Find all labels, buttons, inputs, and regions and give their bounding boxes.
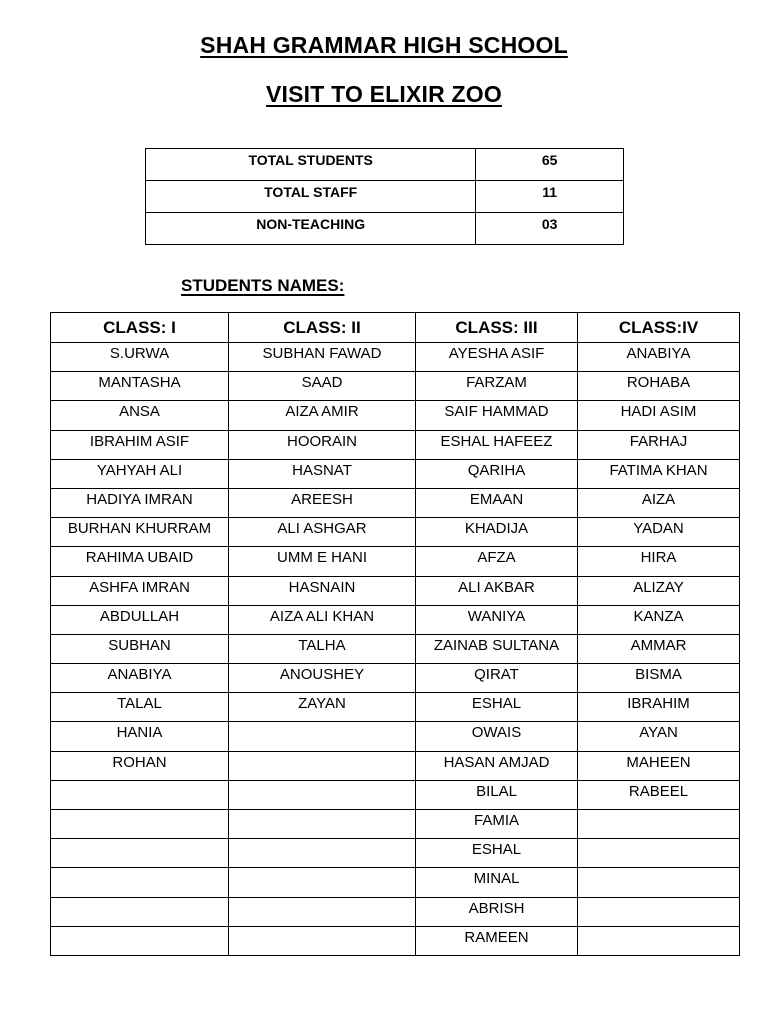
table-row bbox=[51, 459, 740, 488]
student-name-cell bbox=[51, 780, 229, 809]
student-name-cell: BILAL bbox=[416, 780, 578, 809]
student-name-cell bbox=[578, 839, 740, 868]
student-name-cell bbox=[51, 839, 229, 868]
summary-row bbox=[146, 149, 624, 181]
student-name-cell: ALI AKBAR bbox=[416, 576, 578, 605]
table-row bbox=[51, 897, 740, 926]
student-name-cell bbox=[51, 926, 229, 955]
table-row bbox=[51, 926, 740, 955]
student-name-cell: MANTASHA bbox=[51, 372, 229, 401]
student-name-cell: BISMA bbox=[578, 664, 740, 693]
student-name-cell: HIRA bbox=[578, 547, 740, 576]
table-row bbox=[51, 722, 740, 751]
student-name-cell bbox=[229, 839, 416, 868]
student-name-cell: AIZA ALI KHAN bbox=[229, 605, 416, 634]
student-name-cell: SUBHAN bbox=[51, 634, 229, 663]
summary-label: TOTAL STAFF bbox=[146, 181, 476, 213]
student-name-cell bbox=[229, 868, 416, 897]
student-name-cell: FAMIA bbox=[416, 810, 578, 839]
student-name-cell: FARHAJ bbox=[578, 430, 740, 459]
student-name-cell bbox=[229, 751, 416, 780]
student-name-cell: YAHYAH ALI bbox=[51, 459, 229, 488]
student-name-cell: EMAAN bbox=[416, 488, 578, 517]
student-name-cell: ZAYAN bbox=[229, 693, 416, 722]
table-row bbox=[51, 372, 740, 401]
student-name-cell: TALAL bbox=[51, 693, 229, 722]
student-name-cell: ESHAL bbox=[416, 839, 578, 868]
summary-value: 65 bbox=[476, 149, 624, 181]
student-name-cell: HASNAT bbox=[229, 459, 416, 488]
students-table bbox=[50, 312, 740, 956]
student-name-cell: MAHEEN bbox=[578, 751, 740, 780]
table-row bbox=[51, 868, 740, 897]
student-name-cell bbox=[578, 926, 740, 955]
student-name-cell: RABEEL bbox=[578, 780, 740, 809]
school-name-title: SHAH GRAMMAR HIGH SCHOOL bbox=[200, 32, 568, 58]
class-header: CLASS: I bbox=[51, 313, 229, 343]
student-name-cell: S.URWA bbox=[51, 343, 229, 372]
student-name-cell: QIRAT bbox=[416, 664, 578, 693]
students-table-body bbox=[51, 343, 740, 956]
student-name-cell bbox=[229, 722, 416, 751]
student-name-cell: SAIF HAMMAD bbox=[416, 401, 578, 430]
student-name-cell: KHADIJA bbox=[416, 518, 578, 547]
student-name-cell: ALIZAY bbox=[578, 576, 740, 605]
student-name-cell bbox=[229, 926, 416, 955]
student-name-cell: AFZA bbox=[416, 547, 578, 576]
student-name-cell bbox=[578, 868, 740, 897]
student-name-cell: ANOUSHEY bbox=[229, 664, 416, 693]
student-name-cell: ANABIYA bbox=[578, 343, 740, 372]
table-row bbox=[51, 839, 740, 868]
student-name-cell: MINAL bbox=[416, 868, 578, 897]
student-name-cell bbox=[578, 810, 740, 839]
student-name-cell bbox=[51, 868, 229, 897]
table-row bbox=[51, 343, 740, 372]
student-name-cell: IBRAHIM bbox=[578, 693, 740, 722]
student-name-cell: SAAD bbox=[229, 372, 416, 401]
student-name-cell: ABRISH bbox=[416, 897, 578, 926]
class-header-row bbox=[51, 313, 740, 343]
student-name-cell bbox=[51, 810, 229, 839]
student-name-cell bbox=[51, 897, 229, 926]
student-name-cell: AREESH bbox=[229, 488, 416, 517]
student-name-cell: ANSA bbox=[51, 401, 229, 430]
student-name-cell: RAMEEN bbox=[416, 926, 578, 955]
student-name-cell: AYAN bbox=[578, 722, 740, 751]
student-name-cell: HADIYA IMRAN bbox=[51, 488, 229, 517]
class-header: CLASS:IV bbox=[578, 313, 740, 343]
table-row bbox=[51, 547, 740, 576]
table-row bbox=[51, 488, 740, 517]
table-row bbox=[51, 780, 740, 809]
student-name-cell: ZAINAB SULTANA bbox=[416, 634, 578, 663]
student-name-cell: TALHA bbox=[229, 634, 416, 663]
student-name-cell: WANIYA bbox=[416, 605, 578, 634]
table-row bbox=[51, 605, 740, 634]
summary-row bbox=[146, 181, 624, 213]
summary-value: 11 bbox=[476, 181, 624, 213]
student-name-cell: FATIMA KHAN bbox=[578, 459, 740, 488]
student-name-cell: KANZA bbox=[578, 605, 740, 634]
students-names-heading: STUDENTS NAMES: bbox=[181, 276, 345, 295]
table-row bbox=[51, 693, 740, 722]
student-name-cell: YADAN bbox=[578, 518, 740, 547]
table-row bbox=[51, 518, 740, 547]
student-name-cell: AIZA AMIR bbox=[229, 401, 416, 430]
table-row bbox=[51, 810, 740, 839]
student-name-cell bbox=[578, 897, 740, 926]
student-name-cell: ALI ASHGAR bbox=[229, 518, 416, 547]
table-row bbox=[51, 401, 740, 430]
table-row bbox=[51, 430, 740, 459]
student-name-cell: ROHABA bbox=[578, 372, 740, 401]
student-name-cell: HASNAIN bbox=[229, 576, 416, 605]
student-name-cell: SUBHAN FAWAD bbox=[229, 343, 416, 372]
student-name-cell: AYESHA ASIF bbox=[416, 343, 578, 372]
summary-table bbox=[145, 148, 624, 245]
student-name-cell: HADI ASIM bbox=[578, 401, 740, 430]
summary-value: 03 bbox=[476, 213, 624, 245]
student-name-cell: AMMAR bbox=[578, 634, 740, 663]
student-name-cell bbox=[229, 810, 416, 839]
student-name-cell: QARIHA bbox=[416, 459, 578, 488]
table-row bbox=[51, 664, 740, 693]
student-name-cell: AIZA bbox=[578, 488, 740, 517]
student-name-cell bbox=[229, 897, 416, 926]
student-name-cell: HANIA bbox=[51, 722, 229, 751]
student-name-cell: ASHFA IMRAN bbox=[51, 576, 229, 605]
student-name-cell: BURHAN KHURRAM bbox=[51, 518, 229, 547]
event-name-title: VISIT TO ELIXIR ZOO bbox=[266, 81, 502, 107]
student-name-cell bbox=[229, 780, 416, 809]
summary-row bbox=[146, 213, 624, 245]
class-header: CLASS: III bbox=[416, 313, 578, 343]
table-row bbox=[51, 751, 740, 780]
summary-label: NON-TEACHING bbox=[146, 213, 476, 245]
student-name-cell: ABDULLAH bbox=[51, 605, 229, 634]
student-name-cell: FARZAM bbox=[416, 372, 578, 401]
student-name-cell: HASAN AMJAD bbox=[416, 751, 578, 780]
student-name-cell: HOORAIN bbox=[229, 430, 416, 459]
student-name-cell: ANABIYA bbox=[51, 664, 229, 693]
student-name-cell: OWAIS bbox=[416, 722, 578, 751]
student-name-cell: ESHAL bbox=[416, 693, 578, 722]
student-name-cell: RAHIMA UBAID bbox=[51, 547, 229, 576]
summary-label: TOTAL STUDENTS bbox=[146, 149, 476, 181]
student-name-cell: ESHAL HAFEEZ bbox=[416, 430, 578, 459]
class-header: CLASS: II bbox=[229, 313, 416, 343]
student-name-cell: UMM E HANI bbox=[229, 547, 416, 576]
table-row bbox=[51, 634, 740, 663]
table-row bbox=[51, 576, 740, 605]
student-name-cell: ROHAN bbox=[51, 751, 229, 780]
student-name-cell: IBRAHIM ASIF bbox=[51, 430, 229, 459]
